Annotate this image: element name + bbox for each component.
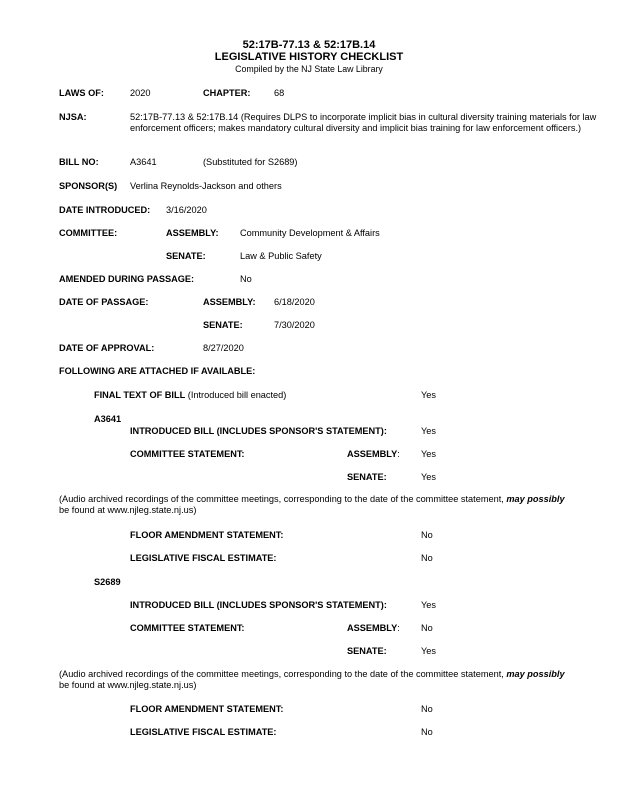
audio-note-emphasis: may possibly bbox=[506, 494, 565, 504]
fiscal-estimate-label: LEGISLATIVE FISCAL ESTIMATE: bbox=[130, 727, 277, 737]
statement-senate-label: SENATE: bbox=[347, 646, 387, 656]
statement-assembly-value: Yes bbox=[421, 449, 436, 459]
doc-title: 52:17B-77.13 & 52:17B.14 bbox=[242, 39, 376, 51]
substituted-note: (Substituted for S2689) bbox=[203, 157, 298, 167]
laws-of-value: 2020 bbox=[130, 88, 151, 98]
njsa-value: 52:17B-77.13 & 52:17B.14 (Requires DLPS to incorporate implicit bias in cultural diversity training materials for law enforcement officers; makes mandatory cultural diversity and implicit bias training for law enforcement officers.) bbox=[130, 112, 597, 133]
bill-id: S2689 bbox=[94, 577, 121, 587]
chapter-value: 68 bbox=[274, 88, 285, 98]
committee-label: COMMITTEE: bbox=[59, 228, 118, 238]
introduced-bill-value: Yes bbox=[421, 426, 436, 436]
statement-assembly-value: No bbox=[421, 623, 433, 633]
committee-assembly-value: Community Development & Affairs bbox=[240, 228, 380, 238]
fiscal-estimate-value: No bbox=[421, 727, 433, 737]
final-text-note: (Introduced bill enacted) bbox=[187, 390, 287, 400]
approval-label: DATE OF APPROVAL: bbox=[59, 343, 155, 353]
audio-note-text: (Audio archived recordings of the committee meetings, corresponding to the date of the committee statement, bbox=[59, 669, 507, 679]
fiscal-estimate-label: LEGISLATIVE FISCAL ESTIMATE: bbox=[130, 553, 277, 563]
statement-senate-label: SENATE: bbox=[347, 472, 387, 482]
floor-amendment-label: FLOOR AMENDMENT STATEMENT: bbox=[130, 530, 284, 540]
audio-note bbox=[59, 494, 604, 516]
statement-assembly-label: ASSEMBLY bbox=[347, 623, 398, 633]
introduced-bill-label: INTRODUCED BILL (INCLUDES SPONSOR'S STATEMENT): bbox=[130, 600, 387, 610]
amended-label: AMENDED DURING PASSAGE: bbox=[59, 274, 195, 284]
passage-assembly-value: 6/18/2020 bbox=[274, 297, 315, 307]
date-introduced-label: DATE INTRODUCED: bbox=[59, 205, 151, 215]
introduced-bill-value: Yes bbox=[421, 600, 436, 610]
statement-assembly-colon: : bbox=[397, 623, 400, 633]
committee-assembly-label: ASSEMBLY: bbox=[166, 228, 219, 238]
amended-value: No bbox=[240, 274, 252, 284]
passage-senate-label: SENATE: bbox=[203, 320, 243, 330]
sponsor-label: SPONSOR(S) bbox=[59, 181, 118, 191]
audio-note-link-text: be found at www.njleg.state.nj.us) bbox=[59, 505, 197, 515]
committee-senate-value: Law & Public Safety bbox=[240, 251, 322, 261]
introduced-bill-label: INTRODUCED BILL (INCLUDES SPONSOR'S STATEMENT): bbox=[130, 426, 387, 436]
bill-no-label: BILL NO: bbox=[59, 157, 99, 167]
fiscal-estimate-value: No bbox=[421, 553, 433, 563]
passage-senate-value: 7/30/2020 bbox=[274, 320, 315, 330]
passage-assembly-label: ASSEMBLY: bbox=[203, 297, 256, 307]
statement-senate-value: Yes bbox=[421, 646, 436, 656]
passage-label: DATE OF PASSAGE: bbox=[59, 297, 149, 307]
statement-assembly-row bbox=[347, 623, 400, 634]
final-text-label: FINAL TEXT OF BILL bbox=[94, 390, 186, 400]
committee-statement-label: COMMITTEE STATEMENT: bbox=[130, 449, 245, 459]
audio-note-emphasis: may possibly bbox=[506, 669, 565, 679]
audio-note-text: (Audio archived recordings of the committee meetings, corresponding to the date of the committee statement, bbox=[59, 494, 507, 504]
compiled-by: Compiled by the NJ State Law Library bbox=[235, 64, 383, 74]
statement-assembly-row bbox=[347, 449, 400, 460]
audio-note bbox=[59, 669, 604, 691]
njsa-label: NJSA: bbox=[59, 112, 87, 122]
statement-assembly-label: ASSEMBLY bbox=[347, 449, 398, 459]
statement-assembly-colon: : bbox=[397, 449, 400, 459]
chapter-label: CHAPTER: bbox=[203, 88, 251, 98]
final-text-row bbox=[94, 390, 286, 401]
sponsor-value: Verlina Reynolds-Jackson and others bbox=[130, 181, 282, 191]
bill-no-value: A3641 bbox=[130, 157, 157, 167]
bill-id: A3641 bbox=[94, 414, 122, 424]
approval-value: 8/27/2020 bbox=[203, 343, 244, 353]
audio-note-link-text: be found at www.njleg.state.nj.us) bbox=[59, 680, 197, 690]
floor-amendment-value: No bbox=[421, 704, 433, 714]
attached-heading: FOLLOWING ARE ATTACHED IF AVAILABLE: bbox=[59, 366, 256, 376]
committee-statement-label: COMMITTEE STATEMENT: bbox=[130, 623, 245, 633]
floor-amendment-value: No bbox=[421, 530, 433, 540]
final-text-value: Yes bbox=[421, 390, 436, 400]
committee-senate-label: SENATE: bbox=[166, 251, 206, 261]
laws-of-label: LAWS OF: bbox=[59, 88, 104, 98]
floor-amendment-label: FLOOR AMENDMENT STATEMENT: bbox=[130, 704, 284, 714]
statement-senate-value: Yes bbox=[421, 472, 436, 482]
doc-subtitle: LEGISLATIVE HISTORY CHECKLIST bbox=[214, 51, 404, 63]
date-introduced-value: 3/16/2020 bbox=[166, 205, 207, 215]
